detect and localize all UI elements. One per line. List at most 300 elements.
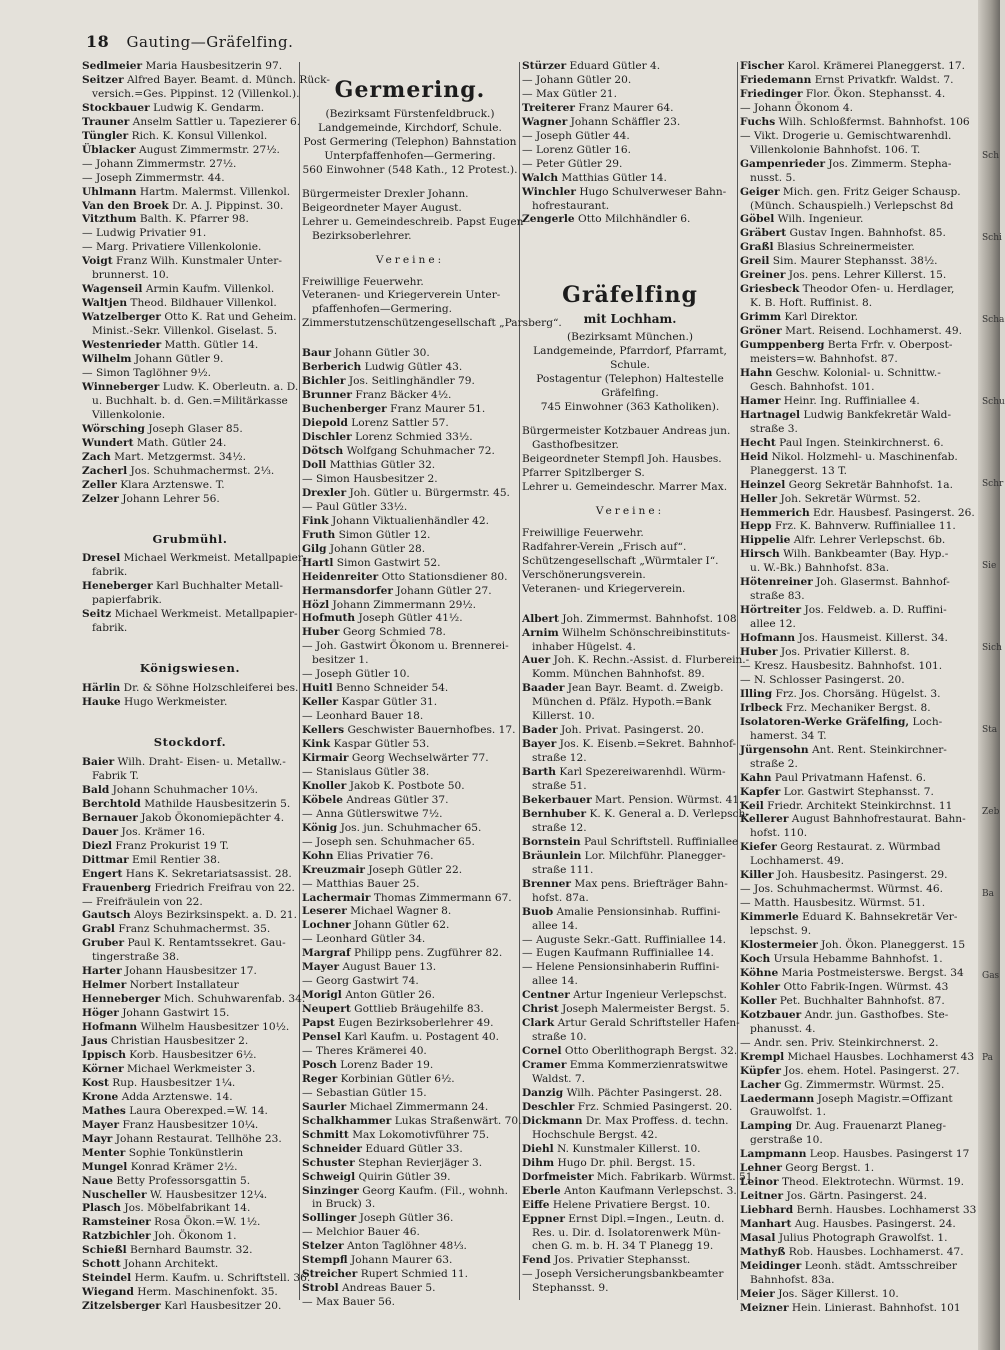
entry-details: Georg Restaurat. z. Würmbad [780, 841, 941, 854]
entry-surname: Dittmar [82, 853, 129, 866]
directory-entry [82, 493, 298, 507]
directory-entry [740, 367, 976, 381]
directory-entry [740, 1246, 976, 1260]
entry-ditto: — Georg Gastwirt 74. [302, 975, 419, 988]
directory-entry [522, 1101, 738, 1115]
directory-entry [740, 116, 976, 130]
directory-entry [522, 1115, 738, 1129]
entry-surname: Schuster [302, 1156, 355, 1169]
directory-entry [740, 813, 976, 827]
entry-surname: Eppner [522, 1212, 565, 1225]
directory-entry [740, 283, 976, 297]
entry-ditto: — Vikt. Drogerie u. Gemischtwarenhdl. [740, 129, 952, 142]
entry-surname: Frauenberg [82, 881, 152, 894]
entry-details: Elias Privatier 76. [336, 849, 434, 862]
entry-details: Matth. Gütler 14. [164, 339, 259, 352]
entry-details: Michael Zimmermann 24. [349, 1100, 489, 1113]
town-info-line: Unterpfaffenhofen—Germering. [324, 149, 496, 162]
directory-entry [82, 1063, 298, 1077]
entry-details: Hugo Werkmeister. [124, 696, 228, 709]
entry-surname: Grimm [740, 311, 782, 324]
entry-details: Michael Werkmeist. Metallpapier- [114, 608, 298, 621]
entry-details: Dr. & Söhne Holzschleiferei bes. [123, 682, 299, 695]
directory-entry [522, 1199, 738, 1213]
entry-details: Matthias Gütler 14. [561, 171, 667, 184]
directory-entry [740, 688, 976, 702]
entry-details: Quirin Gütler 39. [358, 1170, 451, 1183]
entry-ditto: — Eugen Kaufmann Ruffiniallee 14. [522, 947, 714, 960]
entry-details: Johann Zimmermann 29½. [332, 598, 476, 611]
spacer [302, 331, 518, 347]
directory-entry [740, 395, 976, 409]
directory-entry [302, 780, 518, 794]
directory-entry [302, 1171, 518, 1185]
entry-surname: Winchler [522, 185, 576, 198]
directory-entry [522, 541, 738, 555]
entry-surname: Kotzbauer [740, 1008, 802, 1021]
entry-surname: Keil [740, 799, 764, 812]
entry-details: Norbert Installateur [129, 979, 239, 992]
entry-continuation: phanusst. 4. [750, 1022, 816, 1035]
entry-details: Paul Ingen. Steinkirchnerst. 6. [779, 436, 944, 449]
entry-ditto: — Simon Hausbesitzer 2. [302, 472, 438, 485]
entry-details: Georg Wechselwärter 77. [351, 751, 489, 764]
directory-entry [82, 756, 298, 770]
entry-continuation: München d. Pfälz. Hypoth.=Bank [532, 696, 712, 709]
entry-continuation: hofrestaurant. [532, 199, 610, 212]
entry-details: Konrad Krämer 2½. [130, 1160, 238, 1173]
entry-surname: Dresel [82, 552, 121, 565]
directory-entry [82, 353, 298, 367]
entry-details: Paul K. Rentamtssekret. Gau- [127, 937, 286, 950]
spacer [302, 60, 518, 70]
directory-entry [302, 1282, 518, 1296]
entry-surname: Hauke [82, 696, 121, 709]
directory-entry [740, 255, 976, 269]
entry-details: Rob. Hausbes. Lochhamerst. 47. [788, 1246, 964, 1259]
entry-surname: Mathyß [740, 1246, 786, 1259]
entry-surname: Stempfl [302, 1254, 348, 1267]
entry-surname: Üblacker [82, 143, 136, 156]
directory-entry [82, 381, 298, 395]
directory-entry [740, 1162, 976, 1176]
entry-surname: Neupert [302, 1003, 351, 1016]
directory-entry [82, 993, 306, 1007]
entry-surname: Heneberger [82, 580, 153, 593]
entry-surname: Hirsch [740, 548, 780, 561]
directory-entry [740, 1148, 976, 1162]
directory-entry [740, 1120, 976, 1134]
entry-surname: Mathes [82, 1104, 126, 1117]
entry-details: Karl Hausbesitzer 20. [164, 1300, 282, 1313]
spacer [302, 178, 518, 188]
directory-entry [522, 613, 738, 627]
entry-details: Jos. pens. Lehrer Killerst. 15. [788, 269, 947, 282]
entry-details: Mart. Pension. Würmst. 41. [595, 793, 743, 806]
directory-entry [740, 241, 976, 255]
entry-details: Johann Gütler 62. [354, 919, 450, 932]
directory-entry [740, 1302, 976, 1316]
directory-entry [302, 417, 518, 431]
entry-details: Bernh. Hausbes. Lochhamerst 33 [796, 1204, 977, 1217]
directory-entry [522, 627, 738, 641]
directory-entry [740, 158, 976, 172]
directory-entry [740, 1051, 976, 1065]
entry-details: Lorenz Sattler 57. [351, 417, 449, 430]
entry-continuation: straße 3. [750, 422, 798, 435]
entry-ditto: — Helene Pensionsinhaberin Ruffini- [522, 961, 720, 974]
entry-surname: Harter [82, 965, 122, 978]
entry-surname: Baur [302, 347, 332, 360]
entry-details: Joh. Hausbesitz. Pasingerst. 29. [776, 869, 948, 882]
directory-entry [740, 1176, 976, 1190]
entry-continuation: Planeggerst. 13 T. [750, 464, 847, 477]
directory-entry [82, 1244, 298, 1258]
spine-fragment: Pa [982, 1053, 994, 1063]
entry-details: Herm. Maschinenfokt. 35. [137, 1286, 278, 1299]
entry-continuation: u. W.-Bk.) Bahnhofst. 83a. [750, 562, 890, 575]
entry-details: Jos. Schuhmachermst. 2⅓. [130, 464, 275, 477]
entry-details: Joh. Ökonom 1. [154, 1230, 237, 1243]
spacer [522, 597, 738, 613]
entry-surname: Hofmuth [302, 612, 356, 625]
entry-details: Armin Kaufm. Villenkol. [145, 283, 275, 296]
entry-surname: Barth [522, 766, 556, 779]
entry-surname: Killer [740, 869, 774, 882]
entry-ditto: — Joh. Gastwirt Ökonom u. Brennerei- [302, 640, 509, 653]
directory-entry [302, 752, 518, 766]
entry-details: Andreas Gütler 37. [346, 793, 449, 806]
entry-surname: Heidenreiter [302, 570, 379, 583]
entry-surname: Schweigl [302, 1170, 356, 1183]
entry-details: Max Lokomotivführer 75. [352, 1128, 490, 1141]
directory-entry [82, 283, 298, 297]
directory-entry [302, 202, 518, 216]
entry-surname: Krempl [740, 1050, 785, 1063]
entry-details: Korb. Hausbesitzer 6½. [129, 1049, 257, 1061]
directory-entry [302, 1031, 518, 1045]
entry-details: Johann Hausbesitzer 17. [125, 965, 257, 978]
entry-ditto: — Leonhard Gütler 34. [302, 933, 426, 946]
entry-ditto: — Peter Gütler 29. [522, 157, 623, 170]
entry-continuation: hamerst. 34 T. [750, 729, 827, 742]
entry-ditto: — Andr. sen. Priv. Steinkirchnerst. 2. [740, 1036, 939, 1049]
directory-entry [740, 88, 976, 102]
entry-details: Franz Bäcker 4½. [355, 389, 452, 402]
directory-entry [740, 493, 976, 507]
directory-entry [302, 403, 518, 417]
entry-continuation: allee 12. [750, 618, 796, 631]
directory-entry [82, 868, 298, 882]
entry-surname: Heller [740, 492, 778, 505]
entry-details: Johann Schuhmacher 10⅓. [112, 783, 258, 796]
entry-details: Hartm. Malermst. Villenkol. [139, 185, 291, 198]
entry-surname: Leinor [740, 1176, 779, 1189]
entry-details: Joh. Privat. Pasingerst. 20. [560, 724, 704, 737]
directory-entry [522, 1017, 738, 1031]
entry-surname: Klostermeier [740, 939, 818, 952]
entry-details: Loch- [912, 715, 943, 728]
directory-entry [302, 188, 518, 202]
entry-details: Zimmerstutzenschützengesellschaft „Parsberg“. [302, 317, 562, 330]
entry-surname: Meizner [740, 1301, 789, 1314]
entry-details: Lehrer u. Gemeindeschreib. Papst Eugen [302, 215, 524, 228]
entry-surname: Zengerle [522, 213, 575, 226]
entry-surname: Huber [302, 626, 340, 639]
entry-continuation: Res. u. Dir. d. Isolatorenwerk Mün- [532, 1226, 721, 1239]
directory-entry [302, 347, 518, 361]
entry-surname: Leserer [302, 905, 347, 918]
entry-details: Maria Postmeisterswe. Bergst. 34 [781, 966, 964, 979]
directory-entry [302, 794, 518, 808]
entry-details: Friedrich Freifrau von 22. [154, 881, 295, 894]
directory-entry [740, 548, 976, 562]
entry-continuation: Hochschule Bergst. 42. [532, 1128, 658, 1141]
entry-continuation: fabrik. [92, 622, 128, 635]
entry-details: Jos. Gärtn. Pasingerst. 24. [786, 1190, 927, 1203]
directory-entry [740, 1093, 976, 1107]
directory-entry [302, 585, 518, 599]
directory-entry [82, 423, 298, 437]
entry-details: Helene Privatiere Bergst. 10. [552, 1198, 711, 1211]
entry-details: Rosa Ökon.=W. 1½. [154, 1216, 261, 1229]
town-heading: Germering. [334, 77, 486, 103]
entry-surname: Fuchs [740, 115, 776, 128]
entry-details: Andreas Bauer 5. [342, 1282, 436, 1295]
directory-entry [740, 981, 976, 995]
entry-details: Alfr. Lehrer Verlepschst. 6b. [793, 534, 946, 547]
entry-details: Jos. Hausmeist. Killerst. 34. [798, 632, 948, 645]
entry-continuation: gerstraße 10. [750, 1134, 823, 1147]
entry-details: Lor. Milchführ. Planegger- [584, 849, 726, 862]
entry-details: Karl Direktor. [784, 311, 859, 324]
entry-details: Franz Maurer 64. [578, 101, 674, 114]
entry-details: Mich. Fabrikarb. Würmst. 51 [596, 1170, 753, 1183]
directory-entry [82, 608, 298, 622]
entry-details: Rich. K. Konsul Villenkol. [131, 129, 268, 142]
entry-surname: Gröner [740, 325, 782, 338]
entry-surname: Ramsteiner [82, 1216, 151, 1229]
entry-surname: Lochner [302, 919, 351, 932]
entry-surname: Helmer [82, 979, 127, 992]
entry-details: Dr. Max Proffess. d. techn. [585, 1114, 729, 1127]
entry-details: Jos. jun. Schuhmacher 65. [340, 821, 482, 834]
entry-surname: Irlbeck [740, 701, 783, 714]
entry-surname: Morigl [302, 989, 342, 1002]
directory-entry [740, 60, 976, 74]
entry-details: Wilhelm Schönschreibinstituts- [562, 626, 731, 639]
entry-surname: Doll [302, 458, 327, 471]
entry-surname: Stockbauer [82, 101, 150, 114]
entry-surname: Stelzer [302, 1240, 344, 1253]
directory-entry [82, 798, 298, 812]
entry-details: Johann Gütler 9. [134, 353, 224, 366]
town-info-line: Gräfelfing. [601, 387, 659, 400]
directory-entry [302, 1003, 518, 1017]
directory-entry [302, 389, 518, 403]
directory-entry [740, 186, 976, 200]
entry-details: Franz Schuhmachermst. 35. [118, 923, 271, 936]
column-divider [299, 62, 300, 1300]
entry-details: Johann Schäffler 23. [570, 115, 681, 128]
entry-surname: Kohler [740, 980, 781, 993]
directory-entry [740, 269, 976, 283]
entry-details: Johann Gütler 28. [329, 542, 426, 555]
directory-entry [740, 786, 976, 800]
spine-fragment: Sch [982, 151, 1000, 161]
entry-surname: Hepp [740, 520, 772, 533]
entry-surname: Steindel [82, 1272, 132, 1285]
entry-continuation: nusst. 5. [750, 171, 796, 184]
directory-entry [302, 696, 518, 710]
entry-surname: Kirmair [302, 751, 349, 764]
entry-details: Max pens. Briefträger Bahn- [574, 877, 728, 890]
entry-details: Betty Professorsgattin 5. [116, 1174, 251, 1187]
entry-surname: Wagenseil [82, 283, 143, 296]
entry-details: Philipp pens. Zugführer 82. [353, 947, 503, 960]
town-info-line: 745 Einwohner (363 Katholiken). [540, 401, 720, 414]
entry-details: Frz. Mechaniker Bergst. 8. [785, 701, 931, 714]
entry-surname: Baier [82, 755, 115, 768]
entry-details: Georg Schmied 78. [342, 626, 446, 639]
entry-details: Jos. Zimmerm. Stepha- [828, 157, 952, 170]
entry-surname: Göbel [740, 213, 775, 226]
spine-fragment: Schr [982, 479, 1004, 489]
entry-surname: Eberle [522, 1184, 561, 1197]
entry-surname: Christ [522, 1003, 559, 1016]
entry-details: Schützengesellschaft „Würmtaler I“. [522, 554, 719, 567]
entry-surname: Greil [740, 255, 770, 268]
entry-surname: Krone [82, 1090, 119, 1103]
directory-entry [740, 1232, 976, 1246]
directory-entry [740, 74, 976, 88]
entry-continuation: straße 51. [532, 780, 587, 793]
entry-continuation: allee 14. [532, 975, 578, 988]
entry-surname: Köbele [302, 793, 343, 806]
entry-details: Mathilde Hausbesitzerin 5. [144, 797, 291, 810]
entry-details: Verschönerungsverein. [522, 568, 646, 581]
directory-entry [82, 784, 298, 798]
directory-entry [82, 937, 298, 951]
entry-details: Radfahrer-Verein „Frisch auf“. [522, 540, 687, 553]
entry-surname: Wiegand [82, 1286, 134, 1299]
town-subheading: mit Lochham. [583, 312, 677, 327]
entry-ditto: — Joseph Gütler 44. [522, 129, 630, 142]
entry-continuation: hofst. 87a. [532, 891, 589, 904]
entry-details: Amalie Pensionsinhab. Ruffini- [556, 905, 721, 918]
directory-entry [302, 515, 518, 529]
entry-surname: Gautsch [82, 909, 131, 922]
entry-surname: Kapfer [740, 785, 781, 798]
directory-entry [740, 716, 976, 730]
entry-details: Jos. Säger Killerst. 10. [778, 1287, 899, 1300]
entry-surname: Waltjen [82, 297, 128, 310]
entry-ditto: — Marg. Privatiere Villenkolonie. [82, 241, 262, 254]
entry-details: Jos. Privatier Stephansst. [554, 1254, 691, 1267]
spacer [522, 227, 738, 243]
entry-surname: Trauner [82, 115, 130, 128]
entry-surname: Buob [522, 905, 554, 918]
entry-surname: Bernauer [82, 811, 138, 824]
entry-ditto: — Johann Ökonom 4. [740, 101, 853, 114]
entry-details: Simon Gastwirt 52. [336, 556, 441, 569]
entry-surname: Jürgensohn [740, 743, 809, 756]
entry-continuation: Komm. München Bahnhofst. 89. [532, 668, 705, 681]
entry-surname: Baader [522, 682, 565, 695]
entry-surname: Huitl [302, 682, 333, 695]
entry-continuation: meisters=w. Bahnhofst. 87. [750, 353, 898, 366]
directory-entry [82, 255, 298, 269]
entry-details: Wilhelm Hausbesitzer 10½. [140, 1021, 290, 1034]
entry-details: Matthias Gütler 32. [329, 458, 436, 471]
entry-details: Wilh. Schloßfermst. Bahnhofst. 106 [778, 115, 970, 128]
entry-surname: Brenner [522, 877, 572, 890]
entry-surname: Naue [82, 1174, 113, 1187]
entry-surname: Griesbeck [740, 283, 800, 296]
entry-details: Dr. A. J. Pippinst. 30. [172, 199, 284, 212]
entry-details: Pet. Buchhalter Bahnhofst. 87. [779, 994, 945, 1007]
entry-surname: Körner [82, 1062, 124, 1075]
entry-ditto: — Ludwig Privatier 91. [82, 227, 207, 240]
entry-details: Otto Fabrik-Ingen. Würmst. 43 [783, 980, 949, 993]
entry-surname: Tüngler [82, 129, 129, 142]
directory-entry [740, 325, 976, 339]
entry-ditto: — Johann Gütler 20. [522, 73, 632, 86]
entry-details: Bernhard Baumstr. 32. [130, 1244, 253, 1257]
entry-details: Stephan Revierjäger 3. [358, 1156, 483, 1169]
town-info-line: Schule. [610, 359, 650, 372]
entry-surname: Bayer [522, 738, 557, 751]
entry-details: Klara Arztenswe. T. [120, 478, 225, 491]
directory-entry [522, 1045, 738, 1059]
entry-details: Georg Kaufm. (Fil., wohnh. [362, 1184, 508, 1197]
entry-surname: Schießl [82, 1244, 127, 1257]
directory-entry [302, 1129, 518, 1143]
entry-surname: Van den Broek [82, 199, 169, 212]
entry-details: Bürgermeister Kotzbauer Andreas jun. [522, 425, 731, 438]
directory-entry [82, 552, 307, 566]
entry-surname: Winneberger [82, 380, 160, 393]
directory-entry [522, 1254, 738, 1268]
directory-entry [302, 215, 524, 230]
directory-entry [302, 1143, 518, 1157]
entry-continuation: Gasthofbesitzer. [532, 439, 619, 452]
entry-surname: Watzelberger [82, 311, 161, 324]
entry-details: Joseph Gütler 41½. [358, 612, 463, 625]
entry-surname: Engert [82, 867, 123, 880]
directory-entry [82, 696, 298, 710]
entry-details: Frz. Jos. Chorsäng. Hügelst. 3. [775, 687, 941, 700]
entry-surname: Centner [522, 989, 570, 1002]
directory-entry [82, 826, 298, 840]
spine-fragment: Sie [982, 561, 997, 571]
entry-surname: Gräbert [740, 227, 787, 240]
directory-entry [522, 481, 738, 495]
entry-details: Karol. Krämerei Planeggerst. 17. [787, 60, 965, 72]
directory-entry [522, 1143, 738, 1157]
directory-entry [522, 766, 738, 780]
entry-surname: Dihm [522, 1156, 555, 1169]
directory-entry [740, 646, 976, 660]
entry-details: Ludwig Gütler 43. [364, 361, 463, 374]
entry-details: Pfarrer Spitzlberger S. [522, 466, 645, 479]
directory-entry [302, 317, 562, 331]
directory-entry [522, 102, 738, 116]
entry-details: Joseph Glaser 85. [148, 422, 243, 435]
directory-entry [522, 1059, 738, 1073]
directory-entry [82, 1133, 298, 1147]
directory-entry [82, 297, 298, 311]
